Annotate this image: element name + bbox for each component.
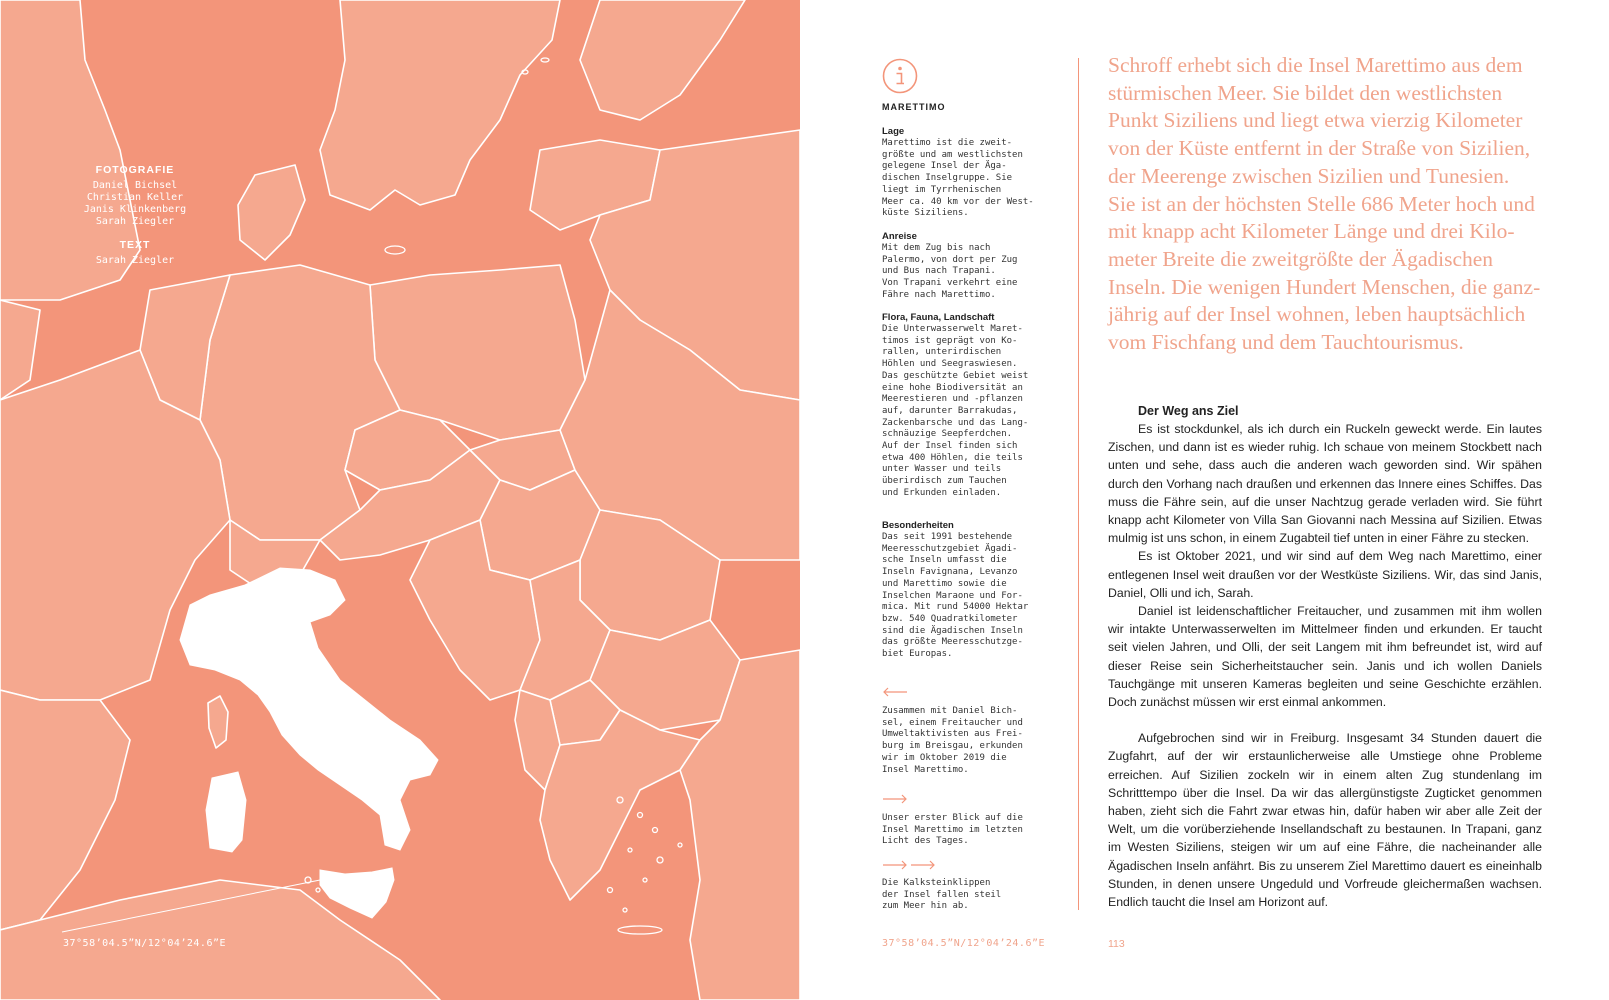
credit-photographer: Janis Klinkenberg — [83, 204, 187, 215]
info-label: Lage — [882, 126, 905, 137]
section-heading: Der Weg ans Ziel — [1138, 404, 1239, 418]
info-text: Die Unterwasserwelt Maret- timos ist geprägt von Ko- rallen, unterirdischen Höhlen und Seegraswiesen. Das geschützte Gebiet weist eine hohe Biodiversität an Meerestieren und -pflanzen auf, darunter Barrakudas, Zackenbarsche und das Lang- schnäuzige Seepferdchen. Auf der Insel finden sich etwa 400 Höhlen, die teils unter Wasser und teils überirdisch zum Tauchen und Erkunden einladen. — [882, 324, 1029, 498]
photo-caption: Die Kalksteinklippen der Insel fallen steil zum Meer hin ab. — [882, 878, 1002, 912]
credit-photographer: Daniel Bichsel — [92, 180, 178, 191]
map-corsica — [208, 696, 228, 748]
info-label: Flora, Fauna, Landschaft — [882, 312, 995, 323]
body-paragraph: Es ist Oktober 2021, und wir sind auf dem Weg nach Marettimo, einer entlegenen Insel weit draußen vor der Westküste Siziliens. Wir, das sind Janis, Daniel, Olli und ich, Sarah. — [1108, 549, 1542, 600]
info-label: Besonderheiten — [882, 520, 954, 531]
body-paragraph: Daniel ist leidenschaftlicher Freitaucher, und zusammen mit ihm wollen wir intakte Unterwasserwelten im Mittelmeer finden und erkunden. Er taucht seit vielen Jahren, und Olli, der seit Langem mit ihm befreundet ist, wird auf dieser Reise sein Sicherheitstaucher sein. Janis und ich wollen Daniels Tauchgänge mit unseren Kameras begleiten und seine Geschichte erzählen. Doch zunächst müssen wir erst einmal ankommen. — [1108, 604, 1542, 710]
photo-caption: Unser erster Blick auf die Insel Marettimo im letzten Licht des Tages. — [882, 813, 1023, 847]
credit-photographer: Sarah Ziegler — [95, 216, 175, 227]
credit-text-heading: TEXT — [119, 239, 151, 251]
info-label: Anreise — [882, 231, 917, 242]
body-paragraph: Es ist stockdunkel, als ich durch ein Ruckeln geweckt werde. Ein lautes Zischen, und dann ist es wieder ruhig. Ich schaue von meinem Stockbett nach unten und sehe, dass auch die anderen wach geworden sind. Wir spähen durch den Vorhang nach draußen und erkennen das Innere eines Schiffes. Das muss die Fähre sein, auf die unser Nachtzug gerade verladen wird. Sie führt knapp acht Kilometer von Villa San Giovanni nach Messina auf Sizilien. Etwas mulmig ist uns schon, in einem Zugabteil tief unten in einer Fähre zu stecken. — [1108, 422, 1542, 546]
info-text: Das seit 1991 bestehende Meeresschutzgebiet Ägadi- sche Inseln umfasst die Inseln Favignana, Levanzo und Marettimo sowie die Inselchen Maraone und For- mica. Mit rund 54000 Hektar bzw. 540 Quadratkilometer sind die Ägadischen Inseln das größte Meeresschutzge- biet Europas. — [882, 532, 1029, 660]
map-ireland — [0, 300, 40, 400]
info-circle-icon — [882, 58, 918, 94]
credit-text-author: Sarah Ziegler — [95, 255, 175, 266]
double-arrow-right-icon — [882, 860, 936, 870]
arrow-left-icon — [882, 687, 908, 697]
map-germany — [200, 265, 400, 540]
column-divider — [1078, 58, 1079, 910]
credit-photographer: Christian Keller — [86, 192, 184, 203]
info-text: Mit dem Zug bis nach Palermo, von dort per Zug und Bus nach Trapani. Von Trapani verkehrt eine Fähre nach Marettimo. — [882, 243, 1018, 300]
map-finland — [580, 0, 745, 120]
info-section-flora — [882, 312, 1060, 500]
credits — [60, 164, 210, 267]
map-scandinavia — [320, 0, 560, 210]
map-coordinates: 37°58’04.5”N/12°04’24.6”E — [63, 938, 227, 949]
photo-caption: Zusammen mit Daniel Bich- sel, einem Freitaucher und Umweltaktivisten aus Frei- burg im Breisgau, erkunden wir im Oktober 2019 die Insel Marettimo. — [882, 706, 1023, 775]
page-number: 113 — [1108, 938, 1125, 950]
europe-map — [0, 0, 800, 1000]
credit-photo-heading: FOTOGRAFIE — [95, 164, 175, 176]
arrow-right-icon — [882, 794, 908, 804]
info-section-lage — [882, 126, 1060, 220]
map-iberia — [0, 690, 130, 930]
map-denmark — [238, 165, 305, 260]
map-page — [0, 0, 800, 1000]
info-section-besonderheiten — [882, 520, 1060, 661]
info-text: Marettimo ist die zweit- größte und am westlichsten gelegene Insel der Äga- dischen Inselgruppe. Sie liegt im Tyrrhenischen Meer ca. 40 km vor der West- küste Siziliens. — [882, 138, 1034, 219]
info-section-anreise — [882, 231, 1060, 302]
body-paragraph: Aufgebrochen sind wir in Freiburg. Insgesamt 34 Stunden dauert die Zugfahrt, auf der wir erstaunlicherweise alle Umstiege ohne Probleme erreichen. Auf Sizilien zockeln wir in einem alten Zug stundenlang im Schritttempo über die Insel. Da wir das allergünstigste Zugticket genommen haben, zieht sich die Fahrt zwar etwas hin, dafür haben wir aber alle Zeit der Welt, um die vorüberziehende Insellandschaft zu bestaunen. In Trapani, ganz im Westen Siziliens, steigen wir um auf eine Fähre, die nacheinander alle Ägadischen Inseln anfährt. Bis zu unserem Ziel Marettimo dauert es eineinhalb Stunden, in denen unsere Ungeduld und Vorfreude gleichermaßen wachsen. Endlich taucht die Insel am Horizont auf. — [1108, 731, 1542, 910]
map-sicily — [320, 868, 394, 918]
article-body — [1108, 404, 1542, 911]
info-title: MARETTIMO — [882, 102, 946, 112]
info-coordinates: 37°58’04.5”N/12°04’24.6”E — [882, 938, 1046, 949]
lead-paragraph: Schroff erhebt sich die Insel Marettimo aus dem stürmischen Meer. Sie bildet den westlichsten Punkt Siziliens und liegt etwa vierzig Kilometer von der Küste entfernt in der Straße von Sizilien, der Meerenge zwischen Sizilien und Tunesien. Sie ist an der höchsten Stelle 686 Meter hoch und mit knapp acht Kilometer Länge und drei Kilo- meter Breite die zweitgrößte der Ägadischen Inseln. Die wenigen Hundert Menschen, die ganz- jährig auf der Insel wohnen, leben hauptsächlich vom Fischfang und dem Tauchtourismus. — [1108, 53, 1541, 355]
map-sardinia — [206, 772, 246, 852]
